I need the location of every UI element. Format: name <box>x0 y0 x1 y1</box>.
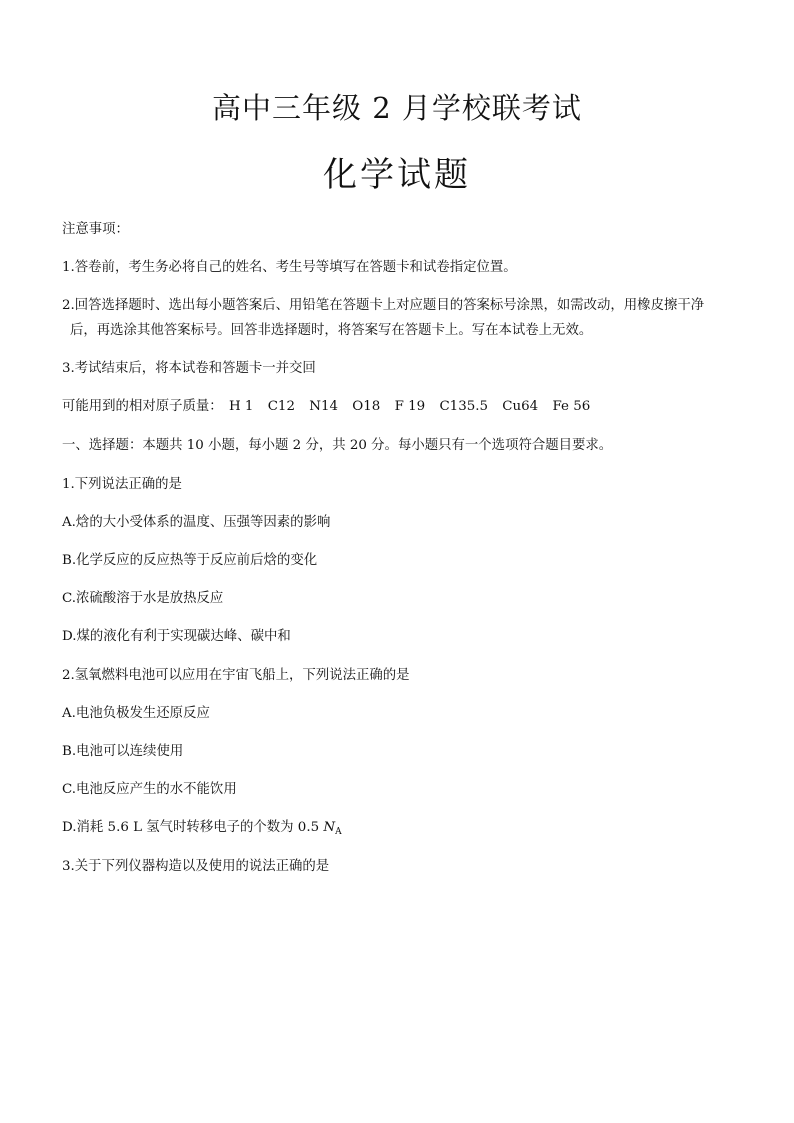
atomic-mass-item: H 1 <box>228 399 254 414</box>
avogadro-symbol: N <box>323 820 336 835</box>
question-2-option-a: A.电池负极发生还原反应 <box>62 706 210 721</box>
notice-item-1: 1.答卷前，考生务必将自己的姓名、考生号等填写在答题卡和试卷指定位置。 <box>62 260 517 275</box>
notice-item-2-cont: 后，再选涂其他答案标号。回答非选择题时，将答案写在答题卡上。写在本试卷上无效。 <box>70 323 593 338</box>
atomic-masses <box>62 397 742 417</box>
question-2-stem: 2.氢氧燃料电池可以应用在宇宙飞船上，下列说法正确的是 <box>62 668 410 683</box>
question-1-stem: 1.下列说法正确的是 <box>62 477 182 492</box>
question-1-option-d: D.煤的液化有利于实现碳达峰、碳中和 <box>62 629 291 644</box>
atomic-mass-item: O18 <box>352 399 381 414</box>
question-3-stem: 3.关于下列仪器构造以及使用的说法正确的是 <box>62 859 330 874</box>
question-1-option-a: A.焓的大小受体系的温度、压强等因素的影响 <box>62 515 331 530</box>
section-title: 一、选择题：本题共 10 小题，每小题 2 分，共 20 分。每小题只有一个选项符合题目要求。 <box>62 438 613 453</box>
exam-title: 高中三年级 2 月学校联考试 <box>212 91 582 125</box>
question-1-option-b: B.化学反应的反应热等于反应前后焓的变化 <box>62 553 318 568</box>
question-1-option-c: C.浓硫酸溶于水是放热反应 <box>62 591 224 606</box>
avogadro-subscript: A <box>335 827 342 837</box>
notice-heading: 注意事项： <box>62 222 129 237</box>
atomic-mass-item: Fe 56 <box>552 399 591 414</box>
question-2-option-b: B.电池可以连续使用 <box>62 744 184 759</box>
atomic-mass-item: F 19 <box>394 399 426 414</box>
subject-title: 化学试题 <box>323 155 471 195</box>
notice-item-2: 2.回答选择题时、选出每小题答案后、用铅笔在答题卡上对应题目的答案标号涂黑，如需改动，用橡皮擦干净 <box>62 298 705 313</box>
atomic-mass-item: Cu64 <box>502 399 539 414</box>
notice-item-3: 3.考试结束后，将本试卷和答题卡一并交回 <box>62 361 316 376</box>
atomic-mass-item: C135.5 <box>439 399 489 414</box>
atomic-mass-item: N14 <box>309 399 339 414</box>
question-2-option-d <box>62 818 742 842</box>
atomic-masses-label: 可能用到的相对原子质量： <box>62 399 223 414</box>
question-2-option-c: C.电池反应产生的水不能饮用 <box>62 782 237 797</box>
atomic-mass-item: C12 <box>267 399 295 414</box>
question-2-option-d-text: D.消耗 5.6 L 氢气时转移电子的个数为 0.5 <box>62 820 320 835</box>
